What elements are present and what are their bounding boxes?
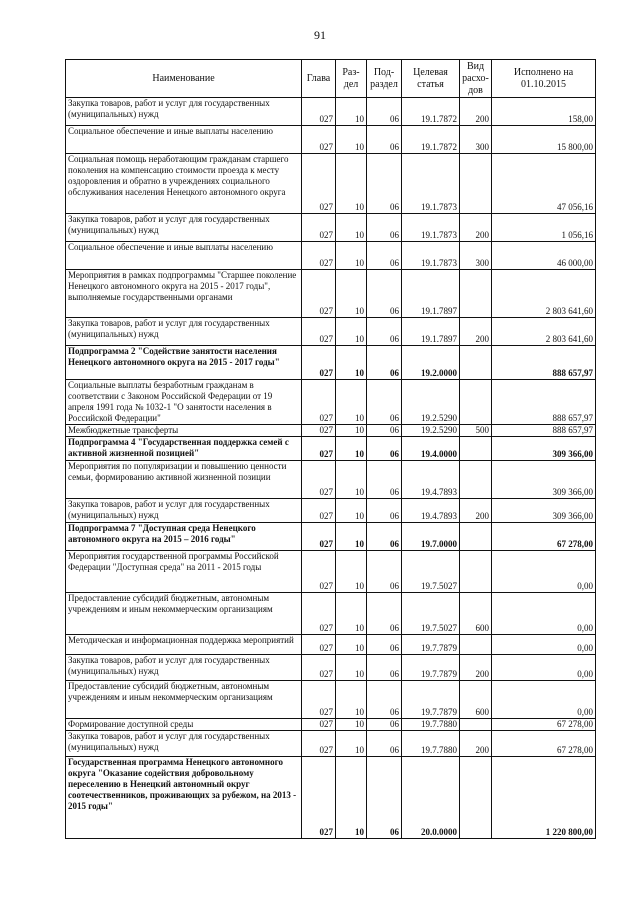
row-chapter: 027 bbox=[302, 98, 336, 126]
row-amount: 1 220 800,00 bbox=[492, 757, 596, 839]
row-exp-type bbox=[460, 437, 492, 461]
row-target: 19.1.7872 bbox=[402, 98, 460, 126]
row-target: 19.2.5290 bbox=[402, 380, 460, 425]
row-section: 10 bbox=[336, 461, 367, 499]
row-name: Мероприятия государственной программы Российской Федерации "Доступная среда" на 2011 - 2015 годы bbox=[66, 551, 302, 593]
table-row bbox=[66, 380, 596, 425]
row-amount: 1 056,16 bbox=[492, 214, 596, 242]
row-name: Подпрограмма 7 "Доступная среда Ненецкого автономного округа на 2015 – 2016 годы" bbox=[66, 523, 302, 551]
row-subsection: 06 bbox=[367, 425, 402, 437]
row-name: Мероприятия в рамках подпрограммы "Старшее поколение Ненецкого автономного округа на 2015 - 2017 годы", выполняемые государственными органами bbox=[66, 270, 302, 318]
row-chapter: 027 bbox=[302, 499, 336, 523]
row-exp-type bbox=[460, 270, 492, 318]
row-section: 10 bbox=[336, 681, 367, 719]
table-row bbox=[66, 346, 596, 380]
row-target: 19.7.7880 bbox=[402, 719, 460, 731]
row-amount: 309 366,00 bbox=[492, 437, 596, 461]
row-name: Социальное обеспечение и иные выплаты населению bbox=[66, 126, 302, 154]
row-amount: 888 657,97 bbox=[492, 425, 596, 437]
row-chapter: 027 bbox=[302, 681, 336, 719]
header-executed: Исполнено на 01.10.2015 bbox=[492, 60, 596, 98]
row-target: 19.4.7893 bbox=[402, 499, 460, 523]
row-chapter: 027 bbox=[302, 551, 336, 593]
row-chapter: 027 bbox=[302, 731, 336, 757]
table-row bbox=[66, 98, 596, 126]
row-subsection: 06 bbox=[367, 437, 402, 461]
row-chapter: 027 bbox=[302, 346, 336, 380]
row-target: 19.7.5027 bbox=[402, 593, 460, 635]
row-chapter: 027 bbox=[302, 425, 336, 437]
table-row bbox=[66, 593, 596, 635]
row-name: Закупка товаров, работ и услуг для государственных (муниципальных) нужд bbox=[66, 731, 302, 757]
row-target: 19.7.7880 bbox=[402, 731, 460, 757]
row-name: Закупка товаров, работ и услуг для государственных (муниципальных) нужд bbox=[66, 214, 302, 242]
row-amount: 0,00 bbox=[492, 635, 596, 655]
row-exp-type: 500 bbox=[460, 425, 492, 437]
row-subsection: 06 bbox=[367, 380, 402, 425]
row-name: Подпрограмма 2 "Содействие занятости населения Ненецкого автономного округа на 2015 - 2017 годы" bbox=[66, 346, 302, 380]
row-section: 10 bbox=[336, 126, 367, 154]
row-name: Методическая и информационная поддержка мероприятий bbox=[66, 635, 302, 655]
header-row bbox=[66, 60, 596, 98]
row-name: Мероприятия по популяризации и повышению ценности семьи, формированию активной жизненной позиции bbox=[66, 461, 302, 499]
row-exp-type: 600 bbox=[460, 681, 492, 719]
row-name: Межбюджетные трансферты bbox=[66, 425, 302, 437]
row-target: 19.7.7879 bbox=[402, 655, 460, 681]
row-section: 10 bbox=[336, 425, 367, 437]
row-chapter: 027 bbox=[302, 214, 336, 242]
header-section: Раз- дел bbox=[336, 60, 367, 98]
row-exp-type: 200 bbox=[460, 655, 492, 681]
row-target: 19.1.7872 bbox=[402, 126, 460, 154]
row-subsection: 06 bbox=[367, 635, 402, 655]
row-target: 19.4.7893 bbox=[402, 461, 460, 499]
row-name: Формирование доступной среды bbox=[66, 719, 302, 731]
row-amount: 47 056,16 bbox=[492, 154, 596, 214]
row-section: 10 bbox=[336, 270, 367, 318]
row-chapter: 027 bbox=[302, 523, 336, 551]
row-exp-type bbox=[460, 461, 492, 499]
row-exp-type: 200 bbox=[460, 499, 492, 523]
row-exp-type: 200 bbox=[460, 98, 492, 126]
row-target: 19.1.7873 bbox=[402, 242, 460, 270]
row-exp-type: 200 bbox=[460, 214, 492, 242]
row-subsection: 06 bbox=[367, 757, 402, 839]
row-subsection: 06 bbox=[367, 126, 402, 154]
table-row bbox=[66, 242, 596, 270]
row-section: 10 bbox=[336, 214, 367, 242]
row-amount: 0,00 bbox=[492, 681, 596, 719]
row-amount: 67 278,00 bbox=[492, 523, 596, 551]
table-row bbox=[66, 437, 596, 461]
table-row bbox=[66, 499, 596, 523]
row-section: 10 bbox=[336, 499, 367, 523]
table-row bbox=[66, 757, 596, 839]
row-chapter: 027 bbox=[302, 461, 336, 499]
row-amount: 888 657,97 bbox=[492, 346, 596, 380]
row-subsection: 06 bbox=[367, 98, 402, 126]
row-exp-type bbox=[460, 380, 492, 425]
row-chapter: 027 bbox=[302, 757, 336, 839]
row-exp-type bbox=[460, 757, 492, 839]
row-amount: 158,00 bbox=[492, 98, 596, 126]
row-section: 10 bbox=[336, 635, 367, 655]
table-row bbox=[66, 655, 596, 681]
row-chapter: 027 bbox=[302, 242, 336, 270]
row-subsection: 06 bbox=[367, 318, 402, 346]
row-amount: 46 000,00 bbox=[492, 242, 596, 270]
table-row bbox=[66, 523, 596, 551]
table-row bbox=[66, 270, 596, 318]
row-name: Социальные выплаты безработным гражданам в соответствии с Законом Российской Федерации от 19 апреля 1991 года № 1032-1 "О занятости населения в Российской Федерации" bbox=[66, 380, 302, 425]
row-amount: 67 278,00 bbox=[492, 719, 596, 731]
row-section: 10 bbox=[336, 655, 367, 681]
header-name: Наименование bbox=[66, 60, 302, 98]
row-exp-type bbox=[460, 346, 492, 380]
table-row bbox=[66, 551, 596, 593]
header-chapter: Глава bbox=[302, 60, 336, 98]
row-section: 10 bbox=[336, 593, 367, 635]
row-section: 10 bbox=[336, 719, 367, 731]
row-name: Предоставление субсидий бюджетным, автономным учреждениям и иным некоммерческим организациям bbox=[66, 681, 302, 719]
row-section: 10 bbox=[336, 731, 367, 757]
row-target: 19.1.7897 bbox=[402, 318, 460, 346]
row-exp-type bbox=[460, 154, 492, 214]
row-chapter: 027 bbox=[302, 655, 336, 681]
row-amount: 15 800,00 bbox=[492, 126, 596, 154]
row-chapter: 027 bbox=[302, 318, 336, 346]
page-number: 91 bbox=[314, 28, 326, 42]
header-target: Целевая статья bbox=[402, 60, 460, 98]
table-row bbox=[66, 681, 596, 719]
row-name: Государственная программа Ненецкого автономного округа "Оказание содействия добровольному переселению в Ненецкий автономный округ соотечественников, проживающих за рубежом, на 2013 - 2015 годы" bbox=[66, 757, 302, 839]
row-chapter: 027 bbox=[302, 719, 336, 731]
header-subsection: Под- раздел bbox=[367, 60, 402, 98]
row-target: 19.7.7879 bbox=[402, 681, 460, 719]
table-row bbox=[66, 731, 596, 757]
row-name: Социальная помощь неработающим гражданам старшего поколения на компенсацию стоимости проезда к месту оздоровления и обратно в учреждениях социального обслуживания населения Ненецкого автономного округа bbox=[66, 154, 302, 214]
row-section: 10 bbox=[336, 98, 367, 126]
row-exp-type: 300 bbox=[460, 242, 492, 270]
row-target: 20.0.0000 bbox=[402, 757, 460, 839]
row-subsection: 06 bbox=[367, 242, 402, 270]
row-name: Закупка товаров, работ и услуг для государственных (муниципальных) нужд bbox=[66, 499, 302, 523]
row-section: 10 bbox=[336, 242, 367, 270]
table-row bbox=[66, 126, 596, 154]
row-section: 10 bbox=[336, 346, 367, 380]
row-chapter: 027 bbox=[302, 593, 336, 635]
row-chapter: 027 bbox=[302, 635, 336, 655]
row-exp-type: 200 bbox=[460, 318, 492, 346]
row-subsection: 06 bbox=[367, 270, 402, 318]
row-name: Закупка товаров, работ и услуг для государственных (муниципальных) нужд bbox=[66, 655, 302, 681]
row-target: 19.4.0000 bbox=[402, 437, 460, 461]
row-section: 10 bbox=[336, 154, 367, 214]
row-chapter: 027 bbox=[302, 154, 336, 214]
row-amount: 0,00 bbox=[492, 551, 596, 593]
row-section: 10 bbox=[336, 318, 367, 346]
row-exp-type bbox=[460, 551, 492, 593]
row-amount: 2 803 641,60 bbox=[492, 270, 596, 318]
row-amount: 309 366,00 bbox=[492, 499, 596, 523]
row-target: 19.7.5027 bbox=[402, 551, 460, 593]
row-target: 19.1.7897 bbox=[402, 270, 460, 318]
row-exp-type bbox=[460, 719, 492, 731]
row-exp-type bbox=[460, 635, 492, 655]
row-target: 19.1.7873 bbox=[402, 214, 460, 242]
row-chapter: 027 bbox=[302, 380, 336, 425]
row-subsection: 06 bbox=[367, 499, 402, 523]
row-name: Подпрограмма 4 "Государственная поддержка семей с активной жизненной позицией" bbox=[66, 437, 302, 461]
row-target: 19.7.7879 bbox=[402, 635, 460, 655]
table-row bbox=[66, 425, 596, 437]
table-row bbox=[66, 214, 596, 242]
table-row bbox=[66, 635, 596, 655]
row-name: Закупка товаров, работ и услуг для государственных (муниципальных) нужд bbox=[66, 98, 302, 126]
row-section: 10 bbox=[336, 437, 367, 461]
row-section: 10 bbox=[336, 523, 367, 551]
row-target: 19.7.0000 bbox=[402, 523, 460, 551]
row-amount: 2 803 641,60 bbox=[492, 318, 596, 346]
header-exp-type: Вид расхо- дов bbox=[460, 60, 492, 98]
row-section: 10 bbox=[336, 380, 367, 425]
row-section: 10 bbox=[336, 551, 367, 593]
row-amount: 0,00 bbox=[492, 593, 596, 635]
row-subsection: 06 bbox=[367, 655, 402, 681]
row-subsection: 06 bbox=[367, 731, 402, 757]
row-chapter: 027 bbox=[302, 270, 336, 318]
row-target: 19.2.5290 bbox=[402, 425, 460, 437]
row-subsection: 06 bbox=[367, 523, 402, 551]
table-row bbox=[66, 154, 596, 214]
row-amount: 309 366,00 bbox=[492, 461, 596, 499]
budget-table bbox=[65, 59, 596, 839]
row-subsection: 06 bbox=[367, 681, 402, 719]
row-subsection: 06 bbox=[367, 593, 402, 635]
row-subsection: 06 bbox=[367, 551, 402, 593]
row-name: Социальное обеспечение и иные выплаты населению bbox=[66, 242, 302, 270]
row-subsection: 06 bbox=[367, 461, 402, 499]
row-name: Предоставление субсидий бюджетным, автономным учреждениям и иным некоммерческим организациям bbox=[66, 593, 302, 635]
row-subsection: 06 bbox=[367, 719, 402, 731]
row-section: 10 bbox=[336, 757, 367, 839]
row-name: Закупка товаров, работ и услуг для государственных (муниципальных) нужд bbox=[66, 318, 302, 346]
row-target: 19.1.7873 bbox=[402, 154, 460, 214]
table-row bbox=[66, 461, 596, 499]
table-row bbox=[66, 318, 596, 346]
table-row bbox=[66, 719, 596, 731]
row-chapter: 027 bbox=[302, 437, 336, 461]
row-target: 19.2.0000 bbox=[402, 346, 460, 380]
row-amount: 888 657,97 bbox=[492, 380, 596, 425]
row-chapter: 027 bbox=[302, 126, 336, 154]
row-amount: 0,00 bbox=[492, 655, 596, 681]
row-subsection: 06 bbox=[367, 154, 402, 214]
row-subsection: 06 bbox=[367, 346, 402, 380]
row-exp-type: 300 bbox=[460, 126, 492, 154]
row-exp-type: 200 bbox=[460, 731, 492, 757]
row-exp-type bbox=[460, 523, 492, 551]
row-subsection: 06 bbox=[367, 214, 402, 242]
row-exp-type: 600 bbox=[460, 593, 492, 635]
row-amount: 67 278,00 bbox=[492, 731, 596, 757]
